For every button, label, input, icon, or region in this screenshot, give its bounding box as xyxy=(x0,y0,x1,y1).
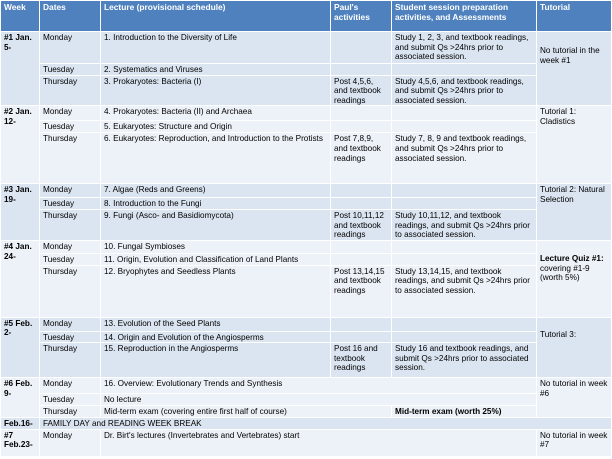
lecture-cell: 8. Introduction to the Fungi xyxy=(101,198,331,210)
student-cell xyxy=(392,253,537,265)
table-row xyxy=(1,133,612,184)
header-week: Week xyxy=(1,1,40,32)
lecture-cell: No lecture xyxy=(101,394,537,406)
table-row xyxy=(1,32,612,64)
pauls-cell xyxy=(331,331,392,343)
table-row xyxy=(1,253,612,265)
lecture-cell: 11. Origin, Evolution and Classification of Land Plants xyxy=(101,253,331,265)
table-row xyxy=(1,378,612,394)
day-cell: Tuesday xyxy=(40,394,101,406)
midterm-cell: Mid-term exam (worth 25%) xyxy=(392,405,537,417)
day-cell: Monday xyxy=(40,184,101,198)
student-cell xyxy=(392,64,537,76)
lecture-cell: 4. Prokaryotes: Bacteria (II) and Archaea xyxy=(101,106,331,121)
tutorial-cell: Tutorial 3: xyxy=(537,317,612,378)
day-cell: Thursday xyxy=(40,75,101,106)
student-cell xyxy=(392,106,537,121)
header-tutorial: Tutorial xyxy=(537,1,612,32)
student-cell: Study 4,5,6, and textbook readings, and submit Qs >24hrs prior to associated session. xyxy=(392,75,537,106)
header-dates: Dates xyxy=(40,1,101,32)
lecture-cell: 5. Eukaryotes: Structure and Origin xyxy=(101,121,331,133)
table-row xyxy=(1,184,612,198)
break-cell: FAMILY DAY and READING WEEK BREAK xyxy=(40,417,612,429)
tutorial-cell: Tutorial 2: Natural Selection xyxy=(537,184,612,241)
student-cell xyxy=(392,331,537,343)
day-cell: Monday xyxy=(40,378,101,394)
lecture-cell: 15. Reproduction in the Angiosperms xyxy=(101,343,331,378)
day-cell: Monday xyxy=(40,106,101,121)
table-row xyxy=(1,343,612,378)
pauls-cell: Post 4,5,6, and textbook readings xyxy=(331,75,392,106)
pauls-cell xyxy=(331,198,392,210)
lecture-cell: 2. Systematics and Viruses xyxy=(101,64,331,76)
header-student-prep: Student session preparation activities, and Assessments xyxy=(392,1,537,32)
table-row xyxy=(1,64,612,76)
pauls-cell xyxy=(331,121,392,133)
header-lecture: Lecture (provisional schedule) xyxy=(101,1,331,32)
lecture-cell: 14. Origin and Evolution of the Angiosperms xyxy=(101,331,331,343)
table-row xyxy=(1,331,612,343)
week-label: #6 Feb. 9- xyxy=(1,378,40,418)
week-label: #3 Jan. 19- xyxy=(1,184,40,241)
table-row xyxy=(1,75,612,106)
pauls-cell: Post 7,8,9, and textbook readings xyxy=(331,133,392,184)
pauls-cell: Post 16 and textbook readings xyxy=(331,343,392,378)
pauls-cell xyxy=(331,64,392,76)
lecture-cell: 1. Introduction to the Diversity of Life xyxy=(101,32,331,64)
pauls-cell xyxy=(331,240,392,253)
header-pauls-activities: Paul's activities xyxy=(331,1,392,32)
table-row xyxy=(1,429,612,456)
day-cell: Tuesday xyxy=(40,331,101,343)
pauls-cell: Post 10,11,12 and textbook readings xyxy=(331,209,392,240)
day-cell: Monday xyxy=(40,240,101,253)
day-cell: Tuesday xyxy=(40,253,101,265)
student-cell: Study 10,11,12, and textbook readings, and submit Qs >24hrs prior to associated session. xyxy=(392,209,537,240)
student-cell xyxy=(392,240,537,253)
week-label: Feb.16- xyxy=(1,417,40,429)
table-row xyxy=(1,405,612,417)
week-label: #5 Feb. 2- xyxy=(1,317,40,378)
day-cell: Thursday xyxy=(40,405,101,417)
student-cell: Study 1, 2, 3, and textbook readings, and submit Qs >24hrs prior to associated session. xyxy=(392,32,537,64)
lecture-cell: 7. Algae (Reds and Greens) xyxy=(101,184,331,198)
week-label: #4 Jan. 24- xyxy=(1,240,40,317)
table-row xyxy=(1,121,612,133)
quiz-title: Lecture Quiz #1: xyxy=(540,253,604,263)
table-row xyxy=(1,240,612,253)
lecture-cell: Mid-term exam (covering entire first half of course) xyxy=(101,405,392,417)
pauls-cell xyxy=(331,184,392,198)
tutorial-cell: No tutorial in week #7 xyxy=(537,429,612,456)
quiz-details: covering #1-9 (worth 5%) xyxy=(540,263,590,283)
day-cell: Tuesday xyxy=(40,64,101,76)
lecture-cell: 12. Bryophytes and Seedless Plants xyxy=(101,265,331,317)
table-row xyxy=(1,394,612,406)
tutorial-cell: No tutorial in week #6 xyxy=(537,378,612,418)
day-cell: Thursday xyxy=(40,209,101,240)
lecture-cell: 16. Overview: Evolutionary Trends and Synthesis xyxy=(101,378,537,394)
day-cell: Tuesday xyxy=(40,198,101,210)
table-row xyxy=(1,317,612,331)
week-label: #2 Jan. 12- xyxy=(1,106,40,184)
table-row xyxy=(1,106,612,121)
tutorial-cell: No tutorial in the week #1 xyxy=(537,32,612,106)
pauls-cell: Post 13,14,15 and textbook readings xyxy=(331,265,392,317)
table-row xyxy=(1,198,612,210)
lecture-cell: 9. Fungi (Asco- and Basidiomycota) xyxy=(101,209,331,240)
header-row xyxy=(1,1,612,32)
day-cell: Thursday xyxy=(40,265,101,317)
lecture-cell: 3. Prokaryotes: Bacteria (I) xyxy=(101,75,331,106)
pauls-cell xyxy=(331,317,392,331)
student-cell xyxy=(392,198,537,210)
student-cell: Study 16 and textbook readings, and submit Qs >24hrs prior to associated session. xyxy=(392,343,537,378)
day-cell: Thursday xyxy=(40,343,101,378)
lecture-cell: 13. Evolution of the Seed Plants xyxy=(101,317,331,331)
day-cell: Thursday xyxy=(40,133,101,184)
day-cell: Monday xyxy=(40,317,101,331)
day-cell: Tuesday xyxy=(40,121,101,133)
student-cell xyxy=(392,184,537,198)
week-label: #7 Feb.23- xyxy=(1,429,40,456)
tutorial-cell xyxy=(537,240,612,317)
lecture-cell: 6. Eukaryotes: Reproduction, and Introduction to the Protists xyxy=(101,133,331,184)
student-cell xyxy=(392,317,537,331)
student-cell xyxy=(392,121,537,133)
day-cell: Monday xyxy=(40,429,101,456)
table-row xyxy=(1,265,612,317)
lecture-cell: 10. Fungal Symbioses xyxy=(101,240,331,253)
table-row xyxy=(1,417,612,429)
student-cell: Study 13,14,15, and textbook readings, and submit Qs >24hrs prior to associated session. xyxy=(392,265,537,317)
table-row xyxy=(1,209,612,240)
pauls-cell xyxy=(331,32,392,64)
tutorial-cell: Tutorial 1: Cladistics xyxy=(537,106,612,184)
lecture-cell: Dr. Birt's lectures (Invertebrates and Vertebrates) start xyxy=(101,429,537,456)
pauls-cell xyxy=(331,106,392,121)
week-label: #1 Jan. 5- xyxy=(1,32,40,106)
day-cell: Monday xyxy=(40,32,101,64)
student-cell: Study 7, 8, 9 and textbook readings, and submit Qs >24hrs prior to associated session. xyxy=(392,133,537,184)
pauls-cell xyxy=(331,253,392,265)
